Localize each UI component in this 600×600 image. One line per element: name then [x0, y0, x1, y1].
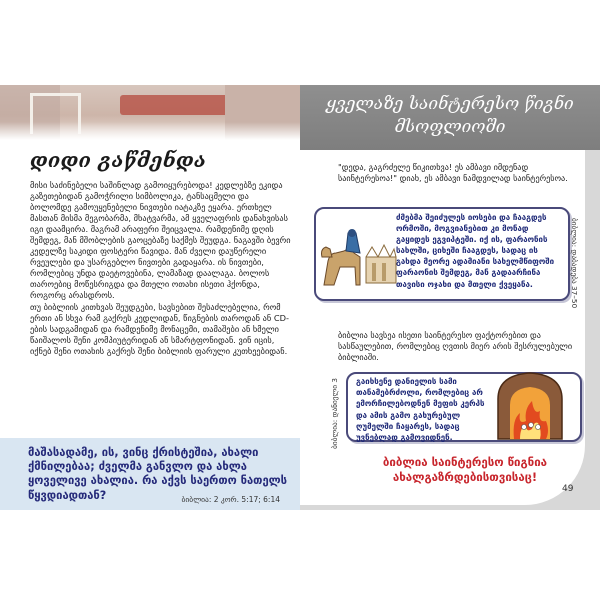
- joseph-camel-illustration: [320, 227, 402, 289]
- header-band: [300, 85, 600, 150]
- scripture-quote: მაშასადამე, ის, ვინც ქრისტეშია, ახალი ქმნილებაა; ძველმა განვლო და ახლა ყოველივე ახალია. რა აქვს საერთო ნათელს წყვდიადთან?: [28, 446, 288, 502]
- story-card-text: გაიხსენე დანიელის სამი თანამებრძოლი, რომლებიც არ ემორჩილებოდნენ მეფის კერპს და ამის გამო გახურებულ ღუმელში ჩაყარეს, სადაც უვნებლად გამოვიდნენ.: [356, 377, 485, 443]
- scripture-reference: ბიბლია: დანიელი 3: [330, 378, 339, 449]
- left-page: [0, 85, 300, 510]
- scripture-quote-box: [0, 438, 300, 510]
- page-title: დიდი გაწმენდა: [30, 148, 207, 172]
- content-panel: [300, 150, 585, 505]
- closing-statement: ბიბლია საინტერესო წიგნია ახალგაზრდებისთვისაც!: [382, 455, 548, 484]
- paragraph: მისი საძინებელი საშინლად გამოიყურებოდა! კედლებზე ეკიდა გაზეთებიდან გამოჭრილი სიმბოლიკა, ტანსაცმელი და ბოლომდე გამოუყენებელი ნივთები იატაკზე ეყარა. ერთხელ მასთან მისმა მეგობარმა, მხატვარმა, ამ ყველაფრის დანახვისას იგი დაამცირა. მაგრამ არაფერი შეიცვალა. რამდენიმე დღის შემდეგ, მან მშობლების გაოცებაზე საქმეს შეუდგა. ნაგავში ბევრი კედელზე საკიდი ფოსტერი წავიდა. მან ძველი დაუწერელი რვეულები და უსარგებლო ნივთები გადაყარა. ის ნივთები, რომლებიც უნდა დაეტოვებინა, ლამაზად დაალაგა. ბოლოს თაროებიც მოწესრიგდა და მთელი ოთახი ისეთი ჰქონდა, როგორც არასდროს.: [30, 180, 291, 301]
- right-page: [300, 85, 600, 510]
- scripture-reference: ბიბლია: 2 კორ. 5:17; 6:14: [181, 495, 280, 504]
- mid-text: ბიბლია სავსეა ისეთი საინტერესო ფაქტორებით და სასწაულებით, რომლებიც ღვთის მიერ არის შესრულებული ბიბლიაში.: [338, 330, 573, 362]
- body-text: [30, 180, 292, 357]
- paragraph: თუ ბიბლიის კითხვას შეუდგები, სავსებით შესაძლებელია, რომ ერთი ან სხვა რამ გაქრეს კედლიდან, წიგნების თაროდან ან CD-ების სადგამიდან და რამდენიმე მონაცემი, თამაშები ან ხმელი წაიშალოს შენი კომპიუტერიდან ან სმარტფონიდან. ვინ იცის, იქნებ შენი ოთახის გაქრეს შენი ბიბლიის ფარული კუთხეებიდან.: [30, 301, 290, 356]
- scripture-reference: ბიბლია: დაბადება 37–50: [570, 218, 579, 309]
- room-photo: [0, 85, 300, 140]
- story-card-text: ძმებმა შეიძულეს იოსები და ჩააგდეს ორმოში, მოგვიანებით კი მონად გაყიდეს ეგვიპტეში. იქ ის, ფარაონის სახლში, ციხეში ჩააგდეს, სადაც ის გახდა მეორე ადამიანი სახელმწიფოში ფარაონის შემდეგ, მან გადაარჩინა თავისი ოჯახი და მთელი ქვეყანა.: [396, 213, 555, 289]
- page-number: 49: [562, 484, 574, 494]
- intro-text: "დედა, გაგრძელე წიკითხვა! ეს ამბავი იმდენად საინტერესოა!" დიახ, ეს ამბავი ნამდვილად საინტერესოა.: [338, 162, 568, 183]
- furnace-illustration: [490, 365, 570, 441]
- page-title: ყველაზე საინტერესო წიგნი მსოფლიოში: [326, 94, 574, 137]
- book-spread: [0, 85, 600, 510]
